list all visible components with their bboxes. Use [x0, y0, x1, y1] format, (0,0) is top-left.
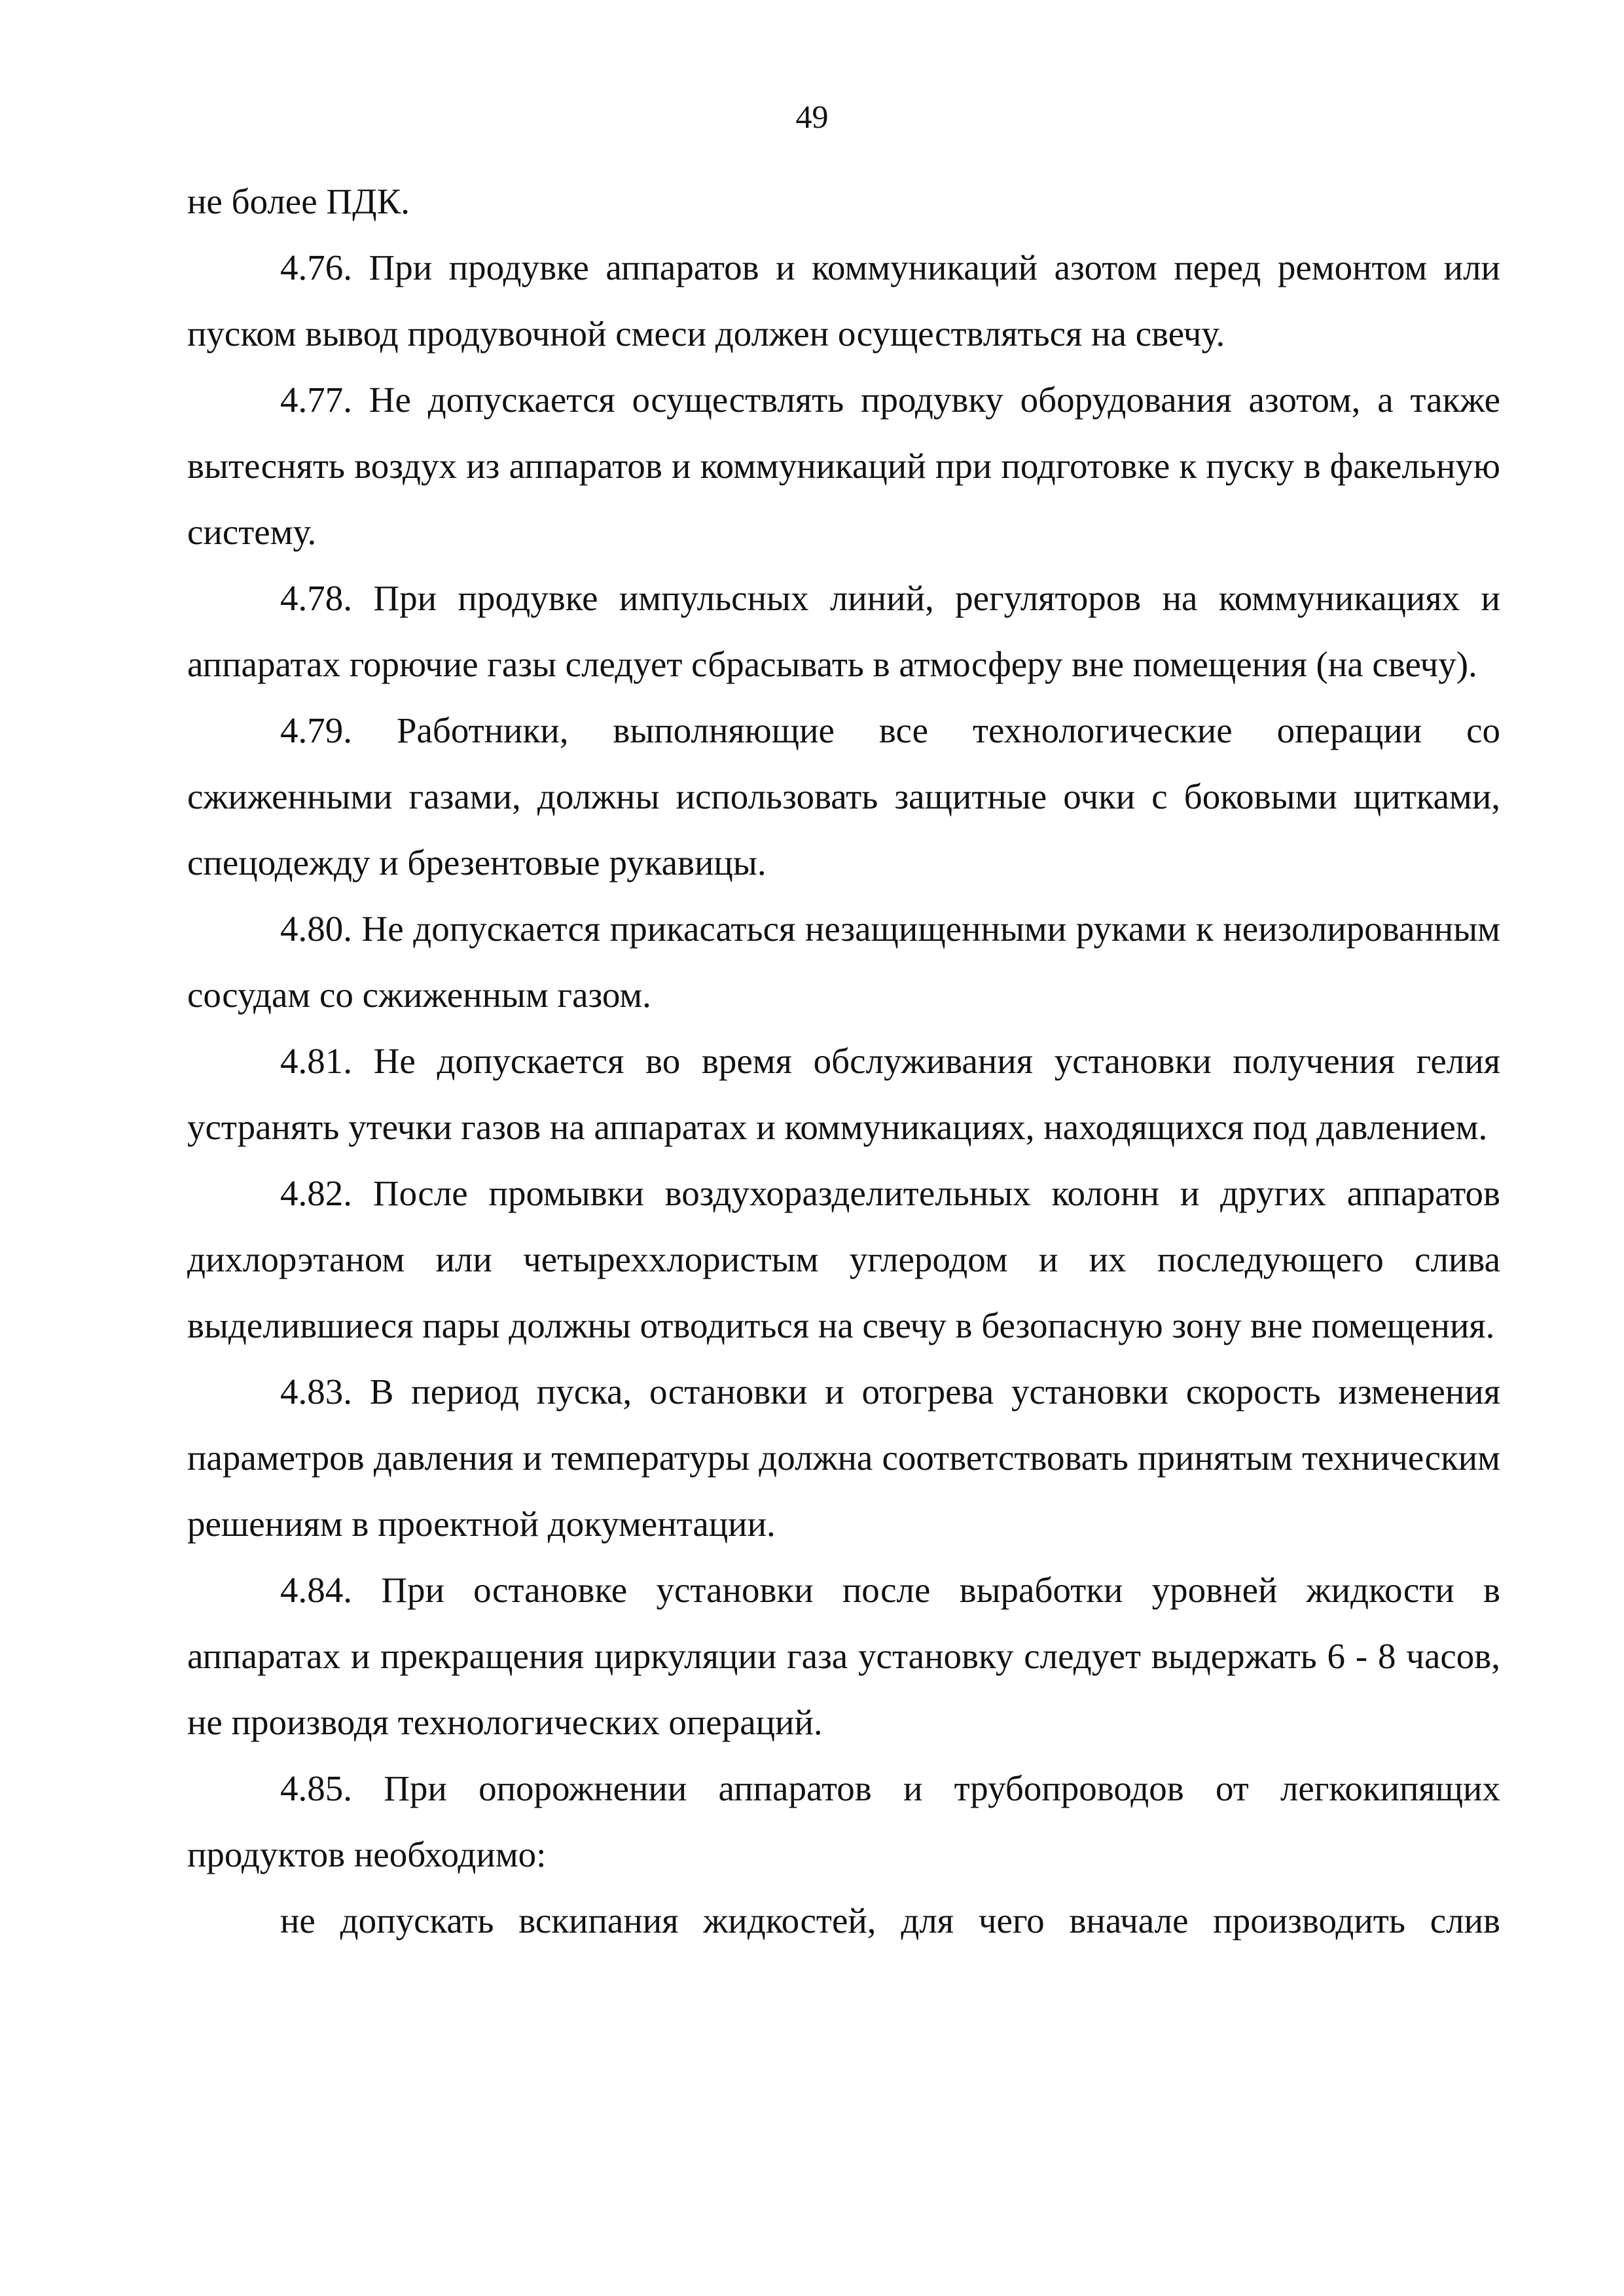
document-body	[187, 168, 1500, 1954]
paragraph: 4.76. При продувке аппаратов и коммуникаций азотом перед ремонтом или пуском вывод продувочной смеси должен осуществляться на свечу.	[187, 247, 1500, 354]
page-number: 49	[795, 98, 829, 135]
paragraph: 4.77. Не допускается осуществлять продувку оборудования азотом, а также вытеснять воздух из аппаратов и коммуникаций при подготовке к пуску в факельную систему.	[187, 380, 1500, 552]
paragraph: 4.84. При остановке установки после выработки уровней жидкости в аппаратах и прекращения циркуляции газа установку следует выдержать 6 - 8 часов, не производя технологических операций.	[187, 1570, 1500, 1742]
paragraph: 4.78. При продувке импульсных линий, регуляторов на коммуникациях и аппаратах горючие газы следует сбрасывать в атмосферу вне помещения (на свечу).	[187, 578, 1500, 684]
paragraph: 4.79. Работники, выполняющие все технологические операции со сжиженными газами, должны использовать защитные очки с боковыми щитками, спецодежду и брезентовые рукавицы.	[187, 710, 1500, 883]
paragraph: 4.83. В период пуска, остановки и отогрева установки скорость изменения параметров давления и температуры должна соответствовать принятым техническим решениям в проектной документации.	[187, 1372, 1500, 1544]
paragraph: 4.85. При опорожнении аппаратов и трубопроводов от легкокипящих продуктов необходимо:	[187, 1768, 1500, 1874]
paragraph: 4.82. После промывки воздухоразделительных колонн и других аппаратов дихлорэтаном или четыреххлористым углеродом и их последующего слива выделившиеся пары должны отводиться на свечу в безопасную зону вне помещения.	[187, 1173, 1500, 1345]
paragraph: не более ПДК.	[187, 181, 410, 221]
paragraph: 4.81. Не допускается во время обслуживания установки получения гелия устранять утечки газов на аппаратах и коммуникациях, находящихся под давлением.	[187, 1041, 1500, 1147]
paragraph: 4.80. Не допускается прикасаться незащищенными руками к неизолированным сосудам со сжиженным газом.	[187, 909, 1500, 1015]
paragraph: не допускать вскипания жидкостей, для чего вначале производить слив	[280, 1901, 1500, 1941]
